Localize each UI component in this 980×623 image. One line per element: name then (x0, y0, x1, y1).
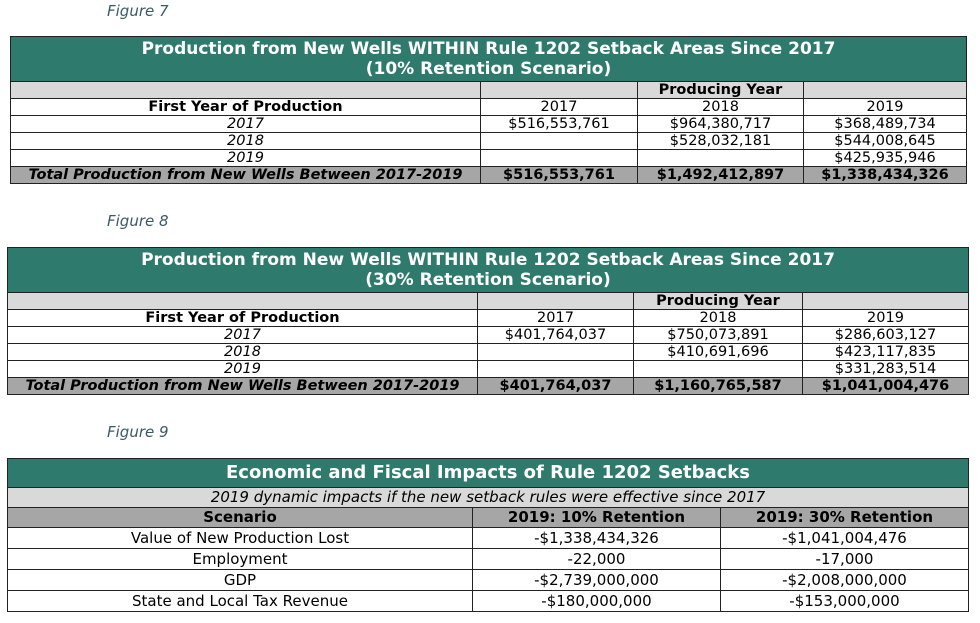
value-cell (634, 361, 803, 378)
value-cell: -$180,000,000 (473, 591, 721, 612)
value-cell (481, 133, 638, 150)
title-line-1: Production from New Wells WITHIN Rule 1202 Setback Areas Since 2017 (141, 39, 836, 59)
blank-cell (478, 293, 634, 310)
year-header: 2018 (634, 310, 803, 327)
total-label: Total Production from New Wells Between 2017-2019 (8, 378, 478, 395)
table-row (8, 591, 969, 612)
value-cell: -17,000 (721, 549, 969, 570)
value-cell: $750,073,891 (634, 327, 803, 344)
blank-cell (11, 82, 481, 99)
value-cell: -$2,739,000,000 (473, 570, 721, 591)
table-title (11, 37, 967, 82)
figure-8-table (7, 247, 969, 395)
value-cell: $544,008,645 (804, 133, 967, 150)
row-label: 2019 (11, 150, 481, 167)
value-cell: -$1,338,434,326 (473, 528, 721, 549)
value-cell: $516,553,761 (481, 116, 638, 133)
figure-9-caption: Figure 9 (107, 423, 169, 441)
value-cell (481, 150, 638, 167)
row-label: 2017 (8, 327, 478, 344)
column-header: 2019: 10% Retention (473, 508, 721, 528)
column-header: 2019: 30% Retention (721, 508, 969, 528)
table-row (11, 116, 967, 133)
value-cell: -22,000 (473, 549, 721, 570)
total-cell: $1,041,004,476 (803, 378, 969, 395)
table-subtitle: 2019 dynamic impacts if the new setback rules were effective since 2017 (8, 488, 969, 508)
title-line-1: Production from New Wells WITHIN Rule 1202 Setback Areas Since 2017 (141, 250, 835, 270)
blank-cell (803, 293, 969, 310)
value-cell: -$1,041,004,476 (721, 528, 969, 549)
row-label: 2017 (11, 116, 481, 133)
first-year-header: First Year of Production (11, 99, 481, 116)
year-header: 2017 (481, 99, 638, 116)
figure-7-table (10, 36, 967, 184)
year-header: 2018 (638, 99, 804, 116)
value-cell (478, 344, 634, 361)
value-cell: -$153,000,000 (721, 591, 969, 612)
total-cell: $1,492,412,897 (638, 167, 804, 184)
row-label: 2018 (8, 344, 478, 361)
title-line-2: (30% Retention Scenario) (365, 270, 611, 290)
total-row (11, 167, 967, 184)
blank-cell (8, 293, 478, 310)
table-title (8, 248, 969, 293)
total-label: Total Production from New Wells Between 2017-2019 (11, 167, 481, 184)
total-cell: $1,338,434,326 (804, 167, 967, 184)
value-cell: $528,032,181 (638, 133, 804, 150)
value-cell: $410,691,696 (634, 344, 803, 361)
table-row (8, 361, 969, 378)
figure-7-caption: Figure 7 (107, 2, 169, 20)
value-cell (478, 361, 634, 378)
value-cell (638, 150, 804, 167)
table-title: Economic and Fiscal Impacts of Rule 1202 Setbacks (8, 459, 969, 488)
total-cell: $516,553,761 (481, 167, 638, 184)
value-cell: $964,380,717 (638, 116, 804, 133)
year-header: 2019 (803, 310, 969, 327)
year-header: 2019 (804, 99, 967, 116)
first-year-header: First Year of Production (8, 310, 478, 327)
row-label: State and Local Tax Revenue (8, 591, 473, 612)
value-cell: $425,935,946 (804, 150, 967, 167)
producing-year-header: Producing Year (638, 82, 804, 99)
year-header: 2017 (478, 310, 634, 327)
table-row (8, 327, 969, 344)
column-header: Scenario (8, 508, 473, 528)
row-label: Value of New Production Lost (8, 528, 473, 549)
value-cell: $423,117,835 (803, 344, 969, 361)
table-row (8, 570, 969, 591)
row-label: 2019 (8, 361, 478, 378)
value-cell: $286,603,127 (803, 327, 969, 344)
row-label: 2018 (11, 133, 481, 150)
value-cell: -$2,008,000,000 (721, 570, 969, 591)
table-row (8, 344, 969, 361)
figure-8-caption: Figure 8 (107, 212, 169, 230)
blank-cell (804, 82, 967, 99)
table-row (11, 150, 967, 167)
total-cell: $1,160,765,587 (634, 378, 803, 395)
value-cell: $331,283,514 (803, 361, 969, 378)
table-row (11, 133, 967, 150)
value-cell: $401,764,037 (478, 327, 634, 344)
title-line-2: (10% Retention Scenario) (365, 59, 612, 79)
row-label: Employment (8, 549, 473, 570)
row-label: GDP (8, 570, 473, 591)
table-row (8, 528, 969, 549)
total-row (8, 378, 969, 395)
blank-cell (481, 82, 638, 99)
value-cell: $368,489,734 (804, 116, 967, 133)
figure-9-table (7, 458, 969, 612)
total-cell: $401,764,037 (478, 378, 634, 395)
table-row (8, 549, 969, 570)
producing-year-header: Producing Year (634, 293, 803, 310)
